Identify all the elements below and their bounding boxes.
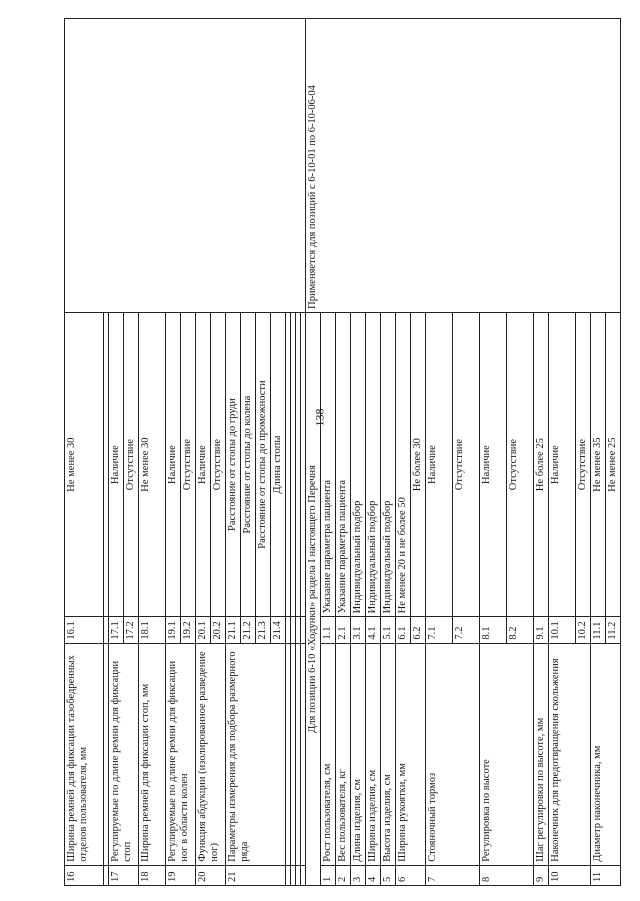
row-value: Индивидуальный подбор <box>351 312 366 617</box>
row-code: 16.1 <box>65 617 104 643</box>
row-name: Ширина изделия, см <box>366 643 381 865</box>
row-name: Функция абдукции (изолированное разведение ног) <box>196 643 226 865</box>
row-code: 11.1 <box>591 617 606 643</box>
row-number: 3 <box>351 865 366 885</box>
row-name: Вес пользователя, кг <box>336 643 351 865</box>
row-code: 17.1 <box>109 617 124 643</box>
row-number: 19 <box>166 865 196 885</box>
row-code: 1.1 <box>321 617 336 643</box>
row-name: Высота изделия, см <box>381 643 396 865</box>
row-code: 11.2 <box>606 617 621 643</box>
row-name: Наконечник для предотвращения скольжения <box>549 643 591 865</box>
row-number: 9 <box>534 865 549 885</box>
row-value: Не более 30 <box>411 312 426 617</box>
row-value: Отсутствие <box>576 312 591 617</box>
row-code: 20.1 <box>196 617 211 643</box>
row-code: 2.1 <box>336 617 351 643</box>
row-number: 17 <box>109 865 139 885</box>
row-value: Отсутствие <box>453 312 480 617</box>
row-code: 5.1 <box>381 617 396 643</box>
row-number: 2 <box>336 865 351 885</box>
row-code: 21.4 <box>271 617 286 643</box>
row-value: Указание параметра пациента <box>321 312 336 617</box>
row-code: 20.2 <box>211 617 226 643</box>
row-value: Не менее 25 <box>606 312 621 617</box>
page-number: 138 <box>312 408 327 427</box>
row-value: Отсутствие <box>181 312 196 617</box>
section-row <box>306 19 321 886</box>
row-number: 20 <box>196 865 226 885</box>
row-code: 6.2 <box>411 617 426 643</box>
row-name: Рост пользователя, см <box>321 643 336 865</box>
row-number: 21 <box>226 865 286 885</box>
row-code: 8.1 <box>480 617 507 643</box>
row-code: 7.1 <box>426 617 453 643</box>
row-name: Ширина ремней для фиксации тазобедренных отделов пользователя, мм <box>65 643 104 865</box>
row-number: 11 <box>591 865 621 885</box>
row-code: 3.1 <box>351 617 366 643</box>
row-code: 10.1 <box>549 617 576 643</box>
row-code: 6.1 <box>396 617 411 643</box>
row-value: Отсутствие <box>211 312 226 617</box>
row-value: Не менее 30 <box>139 312 166 617</box>
row-name: Диаметр наконечника, мм <box>591 643 621 865</box>
row-code: 17.2 <box>124 617 139 643</box>
row-value: Не менее 35 <box>591 312 606 617</box>
row-number: 7 <box>426 865 480 885</box>
notes-cell <box>65 19 306 313</box>
row-number: 1 <box>321 865 336 885</box>
row-code: 9.1 <box>534 617 549 643</box>
row-code: 4.1 <box>366 617 381 643</box>
row-value: Расстояние от стопы до груди <box>226 312 241 617</box>
row-code: 21.2 <box>241 617 256 643</box>
row-name: Стояночный тормоз <box>426 643 480 865</box>
row-value: Наличие <box>196 312 211 617</box>
row-code: 7.2 <box>453 617 480 643</box>
row-value: Длина стопы <box>271 312 286 617</box>
row-name: Ширина рукоятки, мм <box>396 643 426 865</box>
row-number: 18 <box>139 865 166 885</box>
row-value: Не менее 20 и не более 50 <box>396 312 411 617</box>
section-title: Для позиции 6-10 «Ходунки» раздела I настоящего Перечня <box>306 312 321 885</box>
row-name: Шаг регулировки по высоте, мм <box>534 643 549 865</box>
row-name: Регулировка по высоте <box>480 643 534 865</box>
row-value: Не более 25 <box>534 312 549 617</box>
row-number: 4 <box>366 865 381 885</box>
row-value: Не менее 30 <box>65 312 104 617</box>
row-code: 10.2 <box>576 617 591 643</box>
row-code: 19.1 <box>166 617 181 643</box>
row-name: Регулируемые по длине ремни для фиксации стоп <box>109 643 139 865</box>
row-code: 21.3 <box>256 617 271 643</box>
row-name: Длина изделия, см <box>351 643 366 865</box>
criteria-table <box>64 18 621 886</box>
row-value: Наличие <box>549 312 576 617</box>
row-value: Наличие <box>480 312 507 617</box>
row-value: Наличие <box>426 312 453 617</box>
row-value: Расстояние от стопы до промежности <box>256 312 271 617</box>
row-value: Отсутствие <box>507 312 534 617</box>
table-row <box>65 19 104 886</box>
row-value: Индивидуальный подбор <box>366 312 381 617</box>
row-name: Регулируемые по длине ремни для фиксации ног в области колен <box>166 643 196 865</box>
row-value: Указание параметра пациента <box>336 312 351 617</box>
row-number: 10 <box>549 865 591 885</box>
row-value: Расстояние от стопы до колена <box>241 312 256 617</box>
row-number: 5 <box>381 865 396 885</box>
row-number: 6 <box>396 865 426 885</box>
row-value: Наличие <box>166 312 181 617</box>
row-value: Отсутствие <box>124 312 139 617</box>
row-code: 8.2 <box>507 617 534 643</box>
row-name: Параметры измерения для подбора размерного ряда <box>226 643 286 865</box>
section-note: Применяется для позиций с 6-10-01 по 6-10-06-04 <box>306 19 621 313</box>
document-sheet <box>64 18 618 886</box>
row-code: 18.1 <box>139 617 166 643</box>
row-name: Ширина ремней для фиксации стоп, мм <box>139 643 166 865</box>
row-number: 16 <box>65 865 104 885</box>
row-code: 19.2 <box>181 617 196 643</box>
row-number: 8 <box>480 865 534 885</box>
row-value: Наличие <box>109 312 124 617</box>
row-value: Индивидуальный подбор <box>381 312 396 617</box>
row-code: 21.1 <box>226 617 241 643</box>
